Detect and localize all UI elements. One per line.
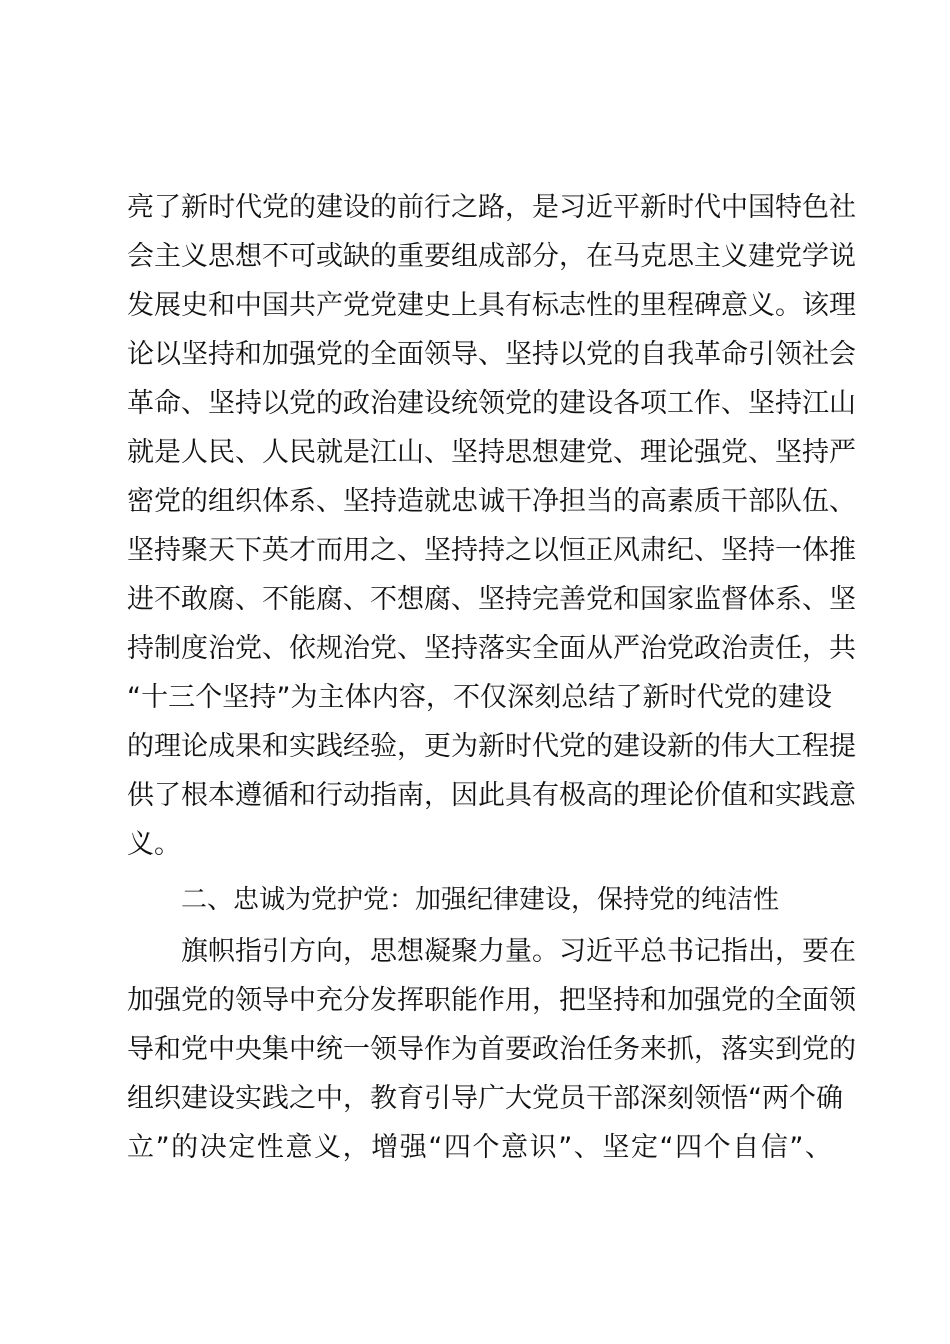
paragraph-line: 坚持聚天下英才而用之、坚持持之以恒正风肃纪、坚持一体推 xyxy=(127,535,856,566)
paragraph-line: 供了根本遵循和行动指南，因此具有极高的理论价值和实践意 xyxy=(127,780,856,811)
paragraph-line: 就是人民、人民就是江山、坚持思想建党、理论强党、坚持严 xyxy=(127,437,856,468)
paragraph-line: 密党的组织体系、坚持造就忠诚干净担当的高素质干部队伍、 xyxy=(127,486,856,517)
paragraph-line: 革命、坚持以党的政治建设统领党的建设各项工作、坚持江山 xyxy=(127,388,856,419)
paragraph-line: 持制度治党、依规治党、坚持落实全面从严治党政治责任，共 xyxy=(127,633,856,664)
paragraph-line: 发展史和中国共产党党建史上具有标志性的里程碑意义。该理 xyxy=(127,290,856,321)
paragraph-line: 旗帜指引方向，思想凝聚力量。习近平总书记指出，要在 xyxy=(181,936,856,967)
paragraph-line: 论以坚持和加强党的全面领导、坚持以党的自我革命引领社会 xyxy=(127,339,856,370)
section-heading: 二、忠诚为党护党：加强纪律建设，保持党的纯洁性 xyxy=(181,885,780,915)
paragraph-line: 进不敢腐、不能腐、不想腐、坚持完善党和国家监督体系、坚 xyxy=(127,584,856,615)
paragraph-line: “十三个坚持”为主体内容，不仅深刻总结了新时代党的建设 xyxy=(127,682,832,713)
paragraph-line: 组织建设实践之中，教育引导广大党员干部深刻领悟“两个确 xyxy=(127,1083,843,1114)
paragraph-line: 加强党的领导中充分发挥职能作用，把坚持和加强党的全面领 xyxy=(127,985,856,1016)
paragraph-line: 会主义思想不可或缺的重要组成部分，在马克思主义建党学说 xyxy=(127,241,856,272)
paragraph-line: 的理论成果和实践经验，更为新时代党的建设新的伟大工程提 xyxy=(127,731,856,762)
paragraph-line: 义。 xyxy=(127,829,181,860)
paragraph-line: 导和党中央集中统一领导作为首要政治任务来抓，落实到党的 xyxy=(127,1034,856,1065)
paragraph-line: 立”的决定性意义，增强“四个意识”、坚定“四个自信”、 xyxy=(127,1132,832,1163)
paragraph-line: 亮了新时代党的建设的前行之路，是习近平新时代中国特色社 xyxy=(127,192,856,223)
